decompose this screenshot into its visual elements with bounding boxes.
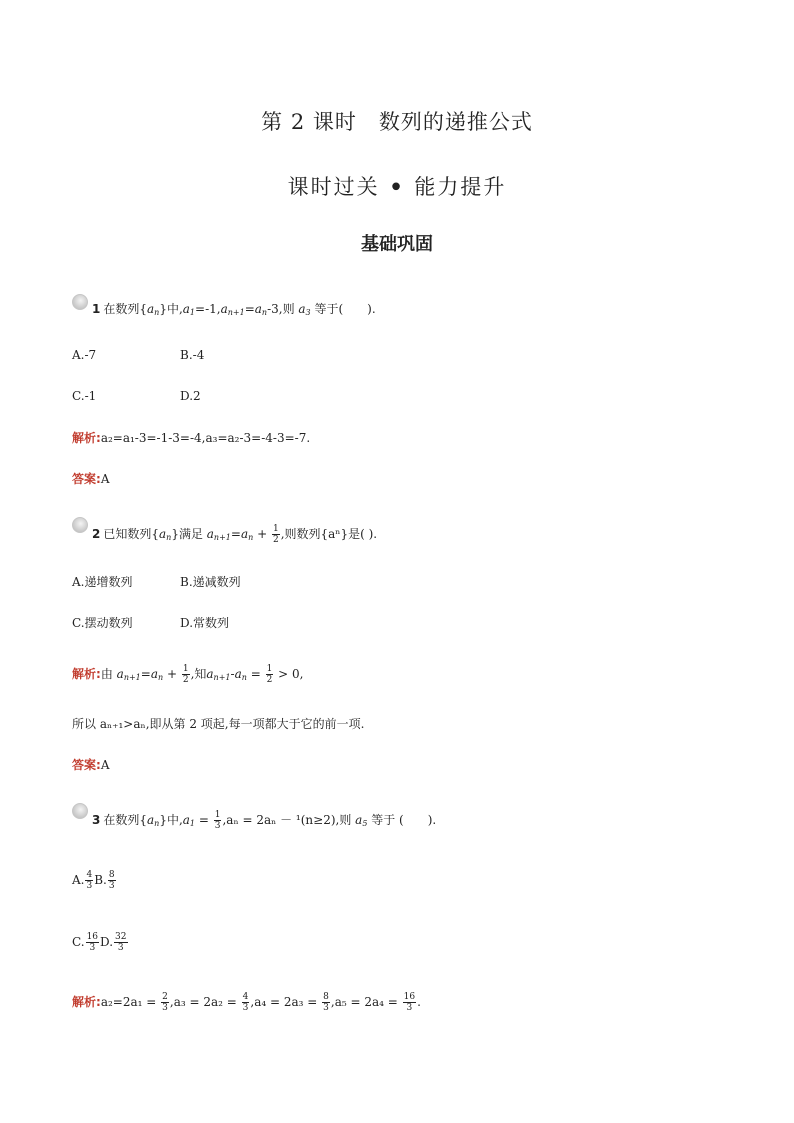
q3-analysis-text: ,a₅ = 2a₄ =: [330, 995, 398, 1009]
q3-option-d: D.: [100, 935, 114, 949]
q3-analysis-text: ,a₄ = 2a₃ =: [250, 995, 318, 1009]
q1-text: 在数列{: [103, 302, 147, 316]
q1-analysis-text: a₂=a₁-3=-1-3=-4,a₃=a₂-3=-4-3=-7.: [100, 431, 311, 445]
q3-analysis: [72, 992, 421, 1013]
question-bullet-icon: [72, 517, 88, 533]
fraction: $\frac{4}{3}$: [242, 992, 249, 1013]
analysis-label: 解析:: [72, 995, 101, 1009]
q2-text: ,则数列{aⁿ}是( ).: [280, 527, 378, 541]
q3-options-cd: [72, 932, 129, 953]
q2-text: }满足: [171, 527, 203, 541]
q2-analysis: 解析:由 $a_{n+1}=a_n$ + $\frac{1}{2}$ ,知$a_{n+1}-a_n$ = $\frac{1}{2}$ > 0,: [72, 664, 304, 685]
fraction: $\frac{1}{2}$: [266, 664, 273, 685]
q3-options-ab: [72, 870, 117, 891]
subtitle-left: 课时过关: [287, 175, 380, 199]
q2-stem: 2 已知数列$\{a_n\}$满足 $a_{n+1}=a_n$ + $\frac{1}{2}$ ,则数列{aⁿ}是( ).: [92, 524, 378, 545]
q3-text: ,aₙ = 2aₙ － ¹(n≥2),则: [222, 813, 352, 827]
q1-number: 1: [92, 302, 101, 316]
q2-analysis-text: > 0,: [278, 667, 304, 681]
fraction: $\frac{8}{3}$: [108, 870, 115, 891]
q2-answer-value: A: [100, 758, 110, 772]
subtitle-right: 能力提升: [414, 175, 507, 199]
q1-analysis: [72, 430, 310, 446]
q2-option-c: C.摆动数列: [72, 616, 133, 630]
q3-number: 3: [92, 813, 101, 827]
q2-text: =: [230, 527, 241, 541]
fraction: $\frac{1}{2}$: [272, 524, 279, 545]
q1-text: }中,: [159, 302, 183, 316]
q2-text: 已知数列{: [103, 527, 159, 541]
q2-option-a: A.递增数列: [72, 575, 133, 589]
page-subtitle: [0, 171, 794, 203]
q3-analysis-text: ,a₃ = 2a₂ =: [169, 995, 237, 1009]
fraction: $\frac{1}{3}$: [214, 810, 221, 831]
q1-option-b: B.-4: [180, 348, 205, 362]
answer-label: 答案:: [72, 758, 101, 772]
fraction: $\frac{8}{3}$: [323, 992, 329, 1013]
q1-text: =-1,: [195, 302, 221, 316]
subtitle-dot: •: [388, 173, 406, 203]
q3-stem: 3 在数列$\{a_n\}$中$,a_1$ = $\frac{1}{3}$ ,aₙ = 2aₙ － ¹(n≥2),则 $a_5$ 等于 ( ).: [92, 810, 437, 831]
q3-analysis-text: .: [417, 995, 421, 1009]
fraction: $\frac{2}{3}$: [162, 992, 168, 1013]
q2-analysis-text: ,知: [190, 667, 207, 681]
section-title: 基础巩固: [361, 234, 433, 255]
q3-analysis-text: a₂=2a₁ =: [100, 995, 157, 1009]
q2-text: +: [257, 527, 268, 541]
fraction: $\frac{16}{3}$: [403, 992, 416, 1013]
q2-analysis-2: 所以 aₙ₊₁>aₙ,即从第 2 项起,每一项都大于它的前一项.: [72, 717, 365, 731]
q2-number: 2: [92, 527, 101, 541]
q1-text: 等于( ).: [314, 302, 376, 316]
fraction: $\frac{16}{3}$: [86, 932, 99, 953]
fraction: $\frac{4}{3}$: [86, 870, 93, 891]
q1-text: -3,则: [267, 302, 295, 316]
answer-label: 答案:: [72, 472, 101, 486]
q1-option-d: D.2: [180, 389, 201, 403]
q3-text: 在数列{: [103, 813, 147, 827]
q2-option-d: D.常数列: [180, 616, 230, 630]
q3-text: =: [198, 813, 209, 827]
q1-answer: [72, 471, 109, 487]
q2-answer: [72, 757, 109, 773]
q1-answer-value: A: [100, 472, 110, 486]
q1-text: =: [244, 302, 255, 316]
q1-option-a: A.-7: [72, 348, 97, 362]
q1-option-c: C.-1: [72, 389, 97, 403]
analysis-label: 解析:: [72, 667, 101, 681]
analysis-label: 解析:: [72, 431, 101, 445]
q2-option-b: B.递减数列: [180, 575, 241, 589]
q3-text: 等于 ( ).: [371, 813, 437, 827]
q3-option-b: B.: [94, 873, 107, 887]
fraction: $\frac{32}{3}$: [115, 932, 127, 953]
page-title: 第 2 课时 数列的递推公式: [261, 110, 533, 134]
q1-stem: 1 在数列$\{a_n\}$中$,a_1=-1,a_{n+1}=a_n-3$,则 $a_3$ 等于( ).: [92, 302, 376, 317]
question-bullet-icon: [72, 294, 88, 310]
q2-analysis-text: 由: [100, 667, 113, 681]
question-bullet-icon: [72, 803, 88, 819]
q3-option-c: C.: [72, 935, 85, 949]
q3-option-a: A.: [72, 873, 85, 887]
fraction: $\frac{1}{2}$: [182, 664, 189, 685]
q3-text: }中,: [159, 813, 183, 827]
